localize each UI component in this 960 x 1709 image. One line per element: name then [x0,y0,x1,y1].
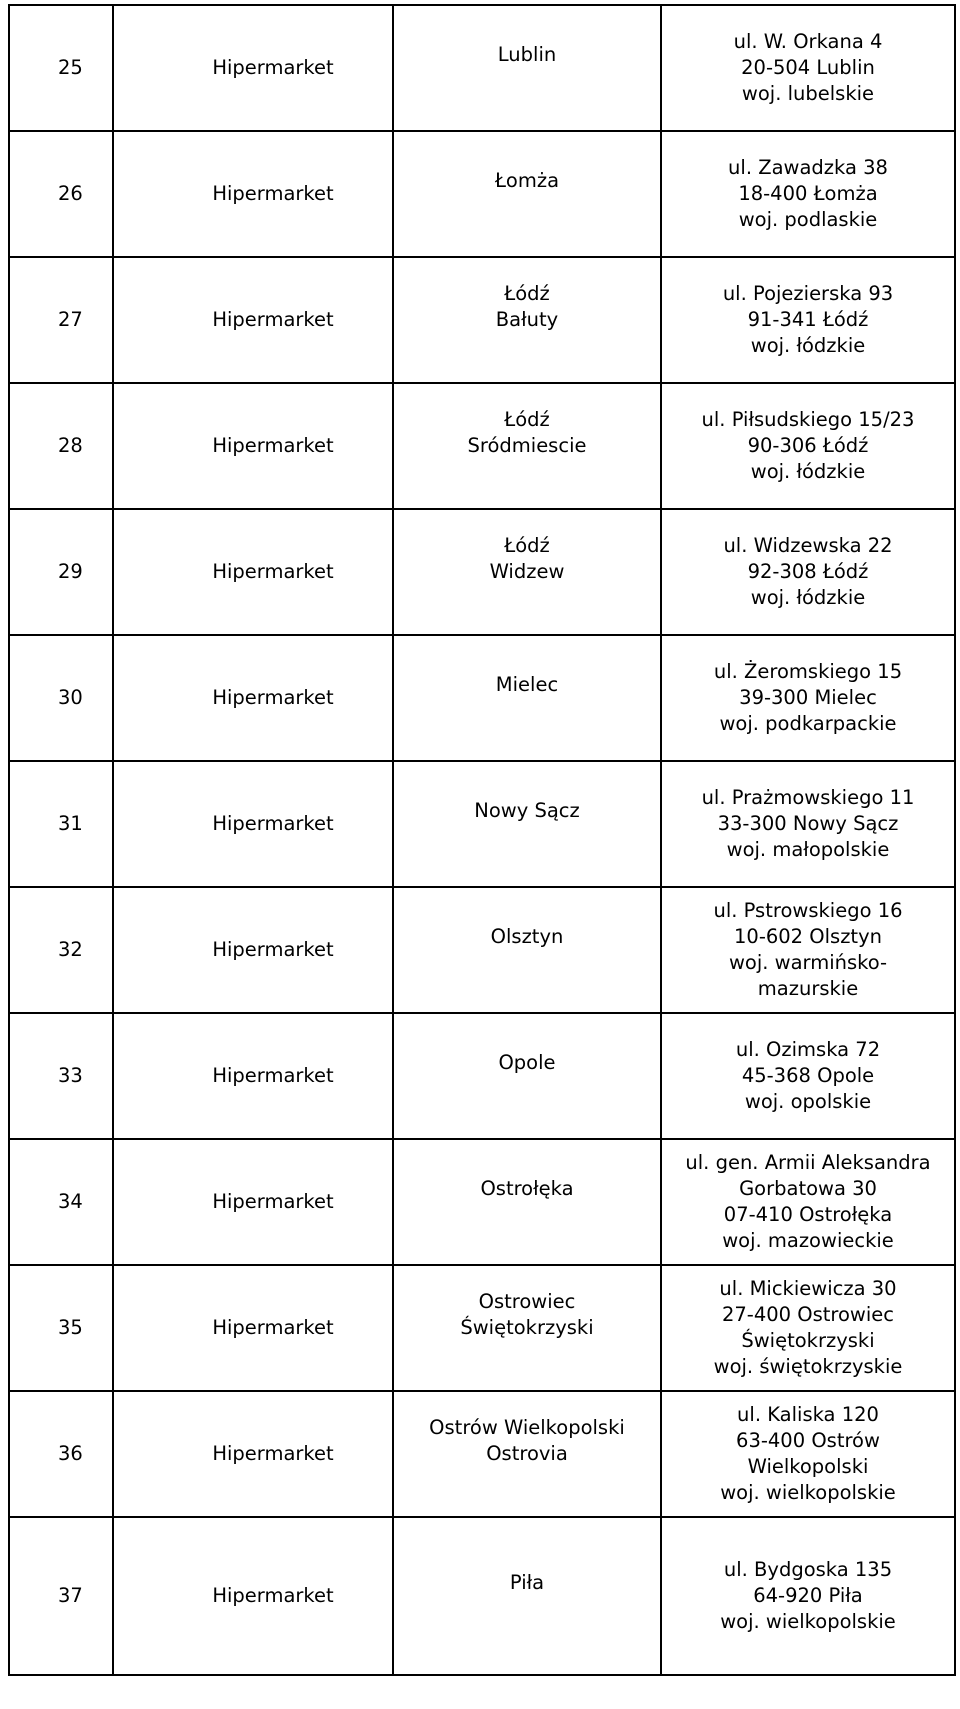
address-cell [661,1391,955,1517]
address-line: ul. Pstrowskiego 16 [713,899,903,922]
city-lines [394,924,660,950]
address-line: woj. podkarpackie [719,712,897,735]
store-number-cell: 36 [9,1391,113,1517]
city-line: Łomża [494,169,560,192]
address-line: woj. świętokrzyskie [713,1355,903,1378]
address-line: woj. wielkopolskie [720,1481,896,1504]
city-lines [394,407,660,459]
address-line: ul. Pojezierska 93 [722,282,894,305]
store-table [8,4,956,1676]
store-type-cell: Hipermarket [113,761,393,887]
address-line: ul. gen. Armii Aleksandra [685,1151,931,1174]
address-line: ul. Kaliska 120 [737,1403,879,1426]
store-type-cell: Hipermarket [113,1265,393,1391]
address-line: 20-504 Lublin [741,56,875,79]
city-cell [393,131,661,257]
address-cell [661,131,955,257]
city-line: Widzew [489,560,565,583]
store-number-cell: 34 [9,1139,113,1265]
store-number-cell: 30 [9,635,113,761]
address-line: 33-300 Nowy Sącz [717,812,899,835]
address-cell [661,5,955,131]
store-type-cell: Hipermarket [113,1013,393,1139]
address-line: woj. łódzkie [750,334,866,357]
store-number-cell: 26 [9,131,113,257]
city-lines [394,798,660,824]
store-number-cell: 28 [9,383,113,509]
address-line: Gorbatowa 30 [739,1177,877,1200]
city-line: Łódź [504,534,550,557]
address-line: 90-306 Łódź [747,434,869,457]
store-number-cell: 27 [9,257,113,383]
table-row [9,383,955,509]
address-line: woj. opolskie [744,1090,872,1113]
table-row [9,1391,955,1517]
store-type-cell: Hipermarket [113,635,393,761]
city-lines [394,281,660,333]
address-cell [661,257,955,383]
city-lines [394,1050,660,1076]
city-cell [393,1139,661,1265]
table-row [9,761,955,887]
address-line: 91-341 Łódź [747,308,869,331]
table-row [9,1517,955,1675]
store-type-cell: Hipermarket [113,887,393,1013]
city-line: Świętokrzyski [460,1316,594,1339]
city-lines [394,1570,660,1596]
city-line: Olsztyn [490,925,564,948]
address-line: woj. warmińsko- [728,951,888,974]
table-row [9,131,955,257]
address-line: ul. Ozimska 72 [735,1038,881,1061]
address-cell [661,383,955,509]
city-line: Ostrovia [486,1442,568,1465]
city-line: Piła [509,1571,545,1594]
city-cell [393,1013,661,1139]
store-number-cell: 33 [9,1013,113,1139]
city-lines [394,672,660,698]
address-line: woj. małopolskie [726,838,890,861]
address-line: ul. Prażmowskiego 11 [701,786,915,809]
city-lines [394,1415,660,1467]
table-row [9,635,955,761]
address-line: ul. Widzewska 22 [723,534,893,557]
address-line: 18-400 Łomża [738,182,878,205]
store-number-cell: 37 [9,1517,113,1675]
store-type-cell: Hipermarket [113,1517,393,1675]
store-number-cell: 31 [9,761,113,887]
address-line: ul. W. Orkana 4 [733,30,883,53]
city-lines [394,1176,660,1202]
store-type-cell: Hipermarket [113,257,393,383]
city-line: Nowy Sącz [474,799,580,822]
city-line: Ostrołęka [480,1177,574,1200]
address-cell [661,1265,955,1391]
address-line: Świętokrzyski [741,1329,875,1352]
store-number-cell: 32 [9,887,113,1013]
address-line: 07-410 Ostrołęka [723,1203,893,1226]
city-cell [393,1265,661,1391]
store-number-cell: 29 [9,509,113,635]
document-page [8,4,954,1676]
address-line: 64-920 Piła [753,1584,863,1607]
address-cell [661,1517,955,1675]
address-line: woj. mazowieckie [722,1229,894,1252]
table-row [9,887,955,1013]
city-line: Sródmiescie [467,434,587,457]
city-lines [394,42,660,68]
city-lines [394,168,660,194]
address-cell [661,761,955,887]
city-line: Bałuty [495,308,559,331]
address-line: woj. łódzkie [750,460,866,483]
address-line: 10-602 Olsztyn [734,925,882,948]
address-line: ul. Bydgoska 135 [723,1558,893,1581]
city-cell [393,5,661,131]
city-cell [393,509,661,635]
city-line: Łódź [504,408,550,431]
store-type-cell: Hipermarket [113,509,393,635]
address-cell [661,887,955,1013]
address-line: 27-400 Ostrowiec [721,1303,895,1326]
city-cell [393,635,661,761]
address-line: ul. Zawadzka 38 [728,156,888,179]
store-type-cell: Hipermarket [113,383,393,509]
city-cell [393,257,661,383]
city-line: Łódź [504,282,550,305]
address-line: mazurskie [757,977,859,1000]
address-line: woj. lubelskie [741,82,875,105]
city-cell [393,761,661,887]
address-line: 39-300 Mielec [739,686,877,709]
city-line: Lublin [497,43,557,66]
address-line: ul. Piłsudskiego 15/23 [701,408,915,431]
table-row [9,509,955,635]
city-line: Ostrów Wielkopolski [429,1416,625,1439]
table-row [9,1265,955,1391]
store-number-cell: 35 [9,1265,113,1391]
address-line: woj. podlaskie [738,208,878,231]
address-line: 45-368 Opole [741,1064,875,1087]
city-cell [393,1517,661,1675]
address-cell [661,635,955,761]
store-type-cell: Hipermarket [113,5,393,131]
address-line: 63-400 Ostrów [736,1429,880,1452]
address-line: Wielkopolski [747,1455,869,1478]
city-line: Opole [498,1051,556,1074]
address-line: woj. wielkopolskie [720,1610,896,1633]
address-cell [661,509,955,635]
table-row [9,257,955,383]
city-cell [393,887,661,1013]
store-type-cell: Hipermarket [113,131,393,257]
table-row [9,1139,955,1265]
address-line: 92-308 Łódź [747,560,869,583]
store-number-cell: 25 [9,5,113,131]
city-cell [393,383,661,509]
table-row [9,5,955,131]
city-lines [394,1289,660,1341]
address-cell [661,1013,955,1139]
table-row [9,1013,955,1139]
address-line: ul. Żeromskiego 15 [713,660,903,683]
city-line: Mielec [495,673,559,696]
city-line: Ostrowiec [478,1290,576,1313]
address-line: ul. Mickiewicza 30 [719,1277,897,1300]
address-cell [661,1139,955,1265]
store-table-body [9,5,955,1675]
city-cell [393,1391,661,1517]
store-type-cell: Hipermarket [113,1139,393,1265]
store-type-cell: Hipermarket [113,1391,393,1517]
city-lines [394,533,660,585]
address-line: woj. łódzkie [750,586,866,609]
